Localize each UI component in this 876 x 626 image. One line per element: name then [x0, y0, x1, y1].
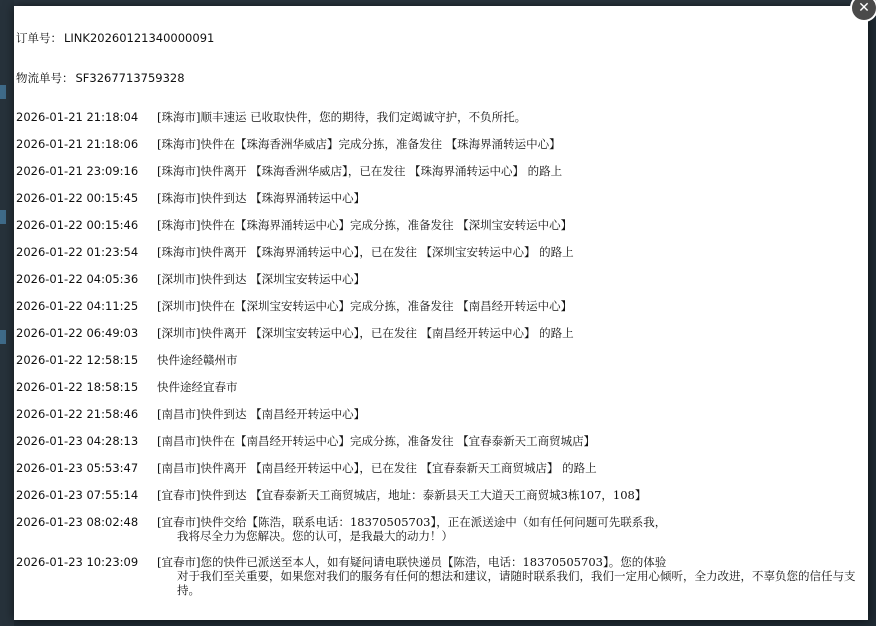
background-marker	[0, 85, 6, 99]
tracking-number-label: 物流单号：	[16, 71, 74, 85]
event-description: [珠海市]快件离开 【珠海界涌转运中心】，已在发往 【深圳宝安转运中心】 的路上	[157, 245, 574, 259]
event-description-line: [宜春市]您的快件已派送至本人，如有疑问请电联快递员【陈浩，电话：18370505703】。您的体验	[157, 555, 667, 569]
event-time: 2026-01-23 04:28:13	[16, 434, 139, 448]
close-icon: ✕	[858, 0, 870, 16]
event-description: [宜春市]快件到达 【宜春泰新天工商贸城店，地址：泰新县天工大道天工商贸城3栋107，108】	[157, 488, 647, 502]
event-description: [珠海市]快件离开 【珠海香洲华威店】，已在发往 【珠海界涌转运中心】 的路上	[157, 164, 563, 178]
event-time: 2026-01-22 00:15:45	[16, 191, 139, 205]
event-description: [珠海市]快件在【珠海界涌转运中心】完成分拣，准备发往 【深圳宝安转运中心】	[157, 218, 573, 232]
event-time: 2026-01-21 21:18:06	[16, 137, 139, 151]
event-description: [深圳市]快件到达 【深圳宝安转运中心】	[157, 272, 366, 286]
event-description-continuation: 我将尽全力为您解决。您的认可，是我最大的动力！）	[177, 529, 453, 543]
background-marker	[0, 210, 6, 224]
event-description-line: [宜春市]快件交给【陈浩，联系电话：18370505703】，正在派送途中（如有任何问题可先联系我，	[157, 515, 667, 529]
event-time: 2026-01-23 07:55:14	[16, 488, 139, 502]
event-time: 2026-01-21 21:18:04	[16, 110, 139, 124]
event-time: 2026-01-23 10:23:09	[16, 555, 139, 569]
event-time: 2026-01-22 21:58:46	[16, 407, 139, 421]
event-description-continuation: 对于我们至关重要，如果您对我们的服务有任何的想法和建议，请随时联系我们，我们一定用心倾听，全力改进，不辜负您的信任与支持。	[177, 569, 856, 597]
tracking-dialog	[14, 6, 868, 620]
event-time: 2026-01-23 05:53:47	[16, 461, 139, 475]
event-description: [南昌市]快件离开 【南昌经开转运中心】，已在发往 【宜春泰新天工商贸城店】 的路上	[157, 461, 597, 475]
event-time: 2026-01-21 23:09:16	[16, 164, 139, 178]
event-description: [珠海市]快件到达 【珠海界涌转运中心】	[157, 191, 366, 205]
event-time: 2026-01-22 01:23:54	[16, 245, 139, 259]
event-time: 2026-01-22 04:05:36	[16, 272, 139, 286]
event-time: 2026-01-22 18:58:15	[16, 380, 139, 394]
tracking-number-line	[16, 70, 185, 86]
order-number-value: LINK20260121340000091	[64, 31, 215, 45]
event-description: [珠海市]快件在【珠海香洲华威店】完成分拣，准备发往 【珠海界涌转运中心】	[157, 137, 561, 151]
close-button[interactable]	[850, 0, 876, 22]
event-description	[157, 555, 857, 597]
event-description: 快件途经宜春市	[157, 380, 238, 394]
order-number-label: 订单号：	[16, 31, 62, 45]
event-description: [南昌市]快件到达 【南昌经开转运中心】	[157, 407, 366, 421]
event-description: [珠海市]顺丰速运 已收取快件，您的期待，我们定竭诚守护，不负所托。	[157, 110, 527, 124]
event-time: 2026-01-22 12:58:15	[16, 353, 139, 367]
event-description: [深圳市]快件在【深圳宝安转运中心】完成分拣，准备发往 【南昌经开转运中心】	[157, 299, 573, 313]
event-time: 2026-01-23 08:02:48	[16, 515, 139, 529]
event-time: 2026-01-22 06:49:03	[16, 326, 139, 340]
tracking-number-value: SF3267713759328	[75, 71, 185, 85]
event-time: 2026-01-22 04:11:25	[16, 299, 139, 313]
event-description: [南昌市]快件在【南昌经开转运中心】完成分拣，准备发往 【宜春泰新天工商贸城店】	[157, 434, 596, 448]
order-number-line	[16, 30, 214, 46]
background-marker	[0, 330, 6, 344]
event-time: 2026-01-22 00:15:46	[16, 218, 139, 232]
event-description: [深圳市]快件离开 【深圳宝安转运中心】，已在发往 【南昌经开转运中心】 的路上	[157, 326, 574, 340]
close-button-wrapper	[852, 0, 876, 22]
event-description: 快件途经赣州市	[157, 353, 238, 367]
event-description	[157, 515, 857, 543]
